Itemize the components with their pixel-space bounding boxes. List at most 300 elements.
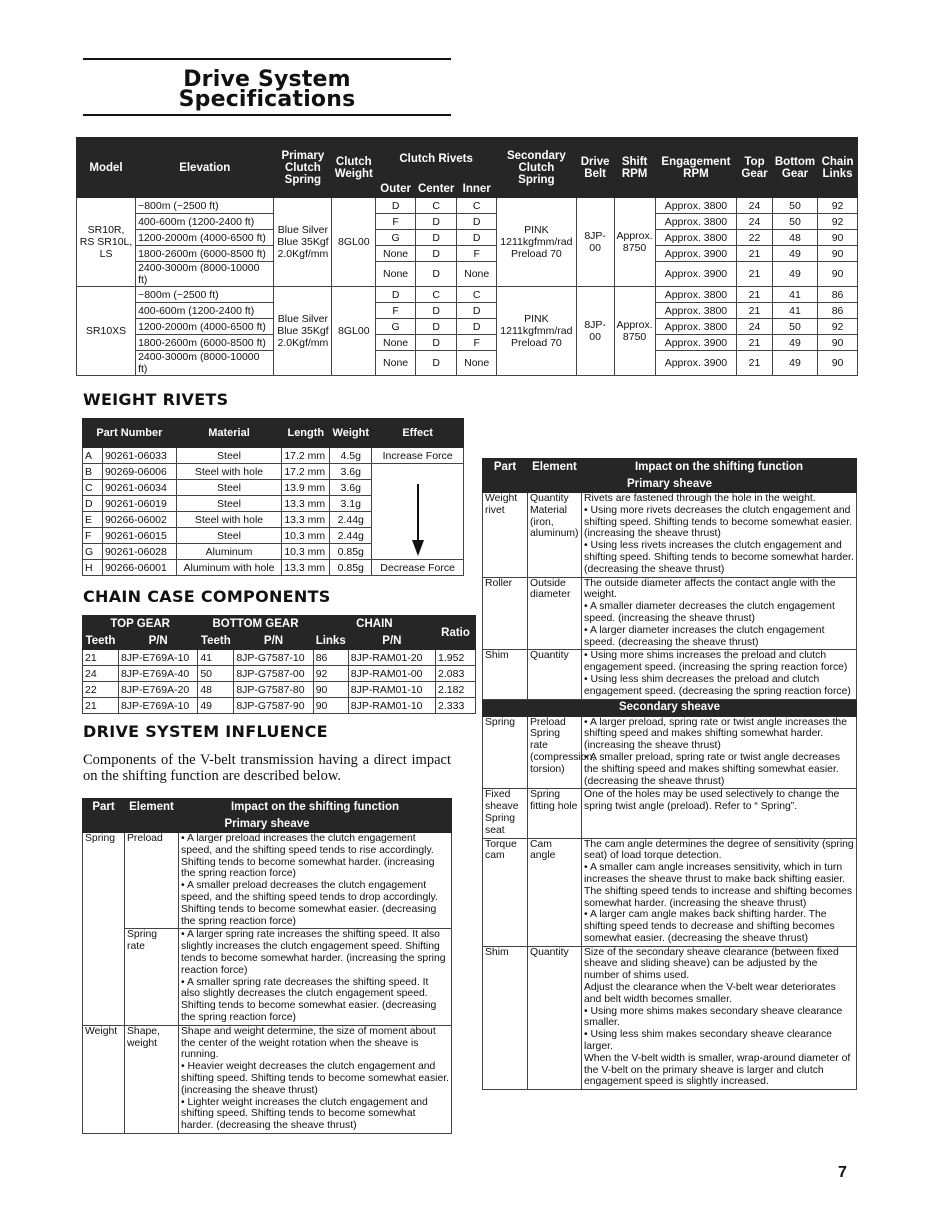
rivet-row [83,560,464,576]
spec-rivet-inner: None [457,351,497,376]
spec-rivet-outer: None [376,335,416,351]
spec-rivet-outer: D [376,198,416,214]
chain-row [83,650,476,666]
spec-rivet-outer: None [376,262,416,287]
spec-top-gear: 24 [737,319,773,335]
spec-bottom-gear: 41 [772,287,817,303]
spec-top-gear: 21 [737,351,773,376]
spec-elevation: 2400-3000m (8000-10000 ft) [136,351,274,376]
chain-case-table [82,615,476,714]
spec-engagement-rpm: Approx. 3900 [655,335,736,351]
rivet-part-number: 90261-06015 [102,528,176,544]
spec-rivet-center: D [415,246,456,262]
spec-elevation: 400-600m (1200-2400 ft) [136,214,274,230]
spec-drive-belt: 8JP-00 [576,198,614,287]
influence-impact-line: • A smaller diameter decreases the clutch engagement speed. (increasing the sheave thrust) [584,601,835,624]
influence-impact-line: The cam angle determines the degree of sensitivity (spring seat) of load torque detection. [584,838,854,862]
chain-header-top-teeth: Teeth [83,633,119,650]
rivet-part-number: 90261-06019 [102,496,176,512]
influence-row [483,789,857,838]
spec-model: SR10R, RS SR10L, LS [77,198,136,287]
spec-engagement-rpm: Approx. 3900 [655,246,736,262]
chain-pn: 8JP-RAM01-00 [348,666,435,682]
header-outer: Outer [376,180,416,198]
spec-rivet-inner: F [457,246,497,262]
spec-top-gear: 21 [737,246,773,262]
spec-rivet-outer: None [376,351,416,376]
rivet-header-effect: Effect [372,419,464,448]
rivet-id: E [83,512,103,528]
chain-links: 90 [313,682,348,698]
title-line-1: Drive System [183,67,351,92]
spec-bottom-gear: 50 [772,214,817,230]
influence-row [483,946,857,1090]
rivet-material: Steel [176,448,282,464]
chain-bottom-pn: 8JP-G7587-90 [234,698,313,714]
header-engagement-rpm: Engagement RPM [655,138,736,198]
rivet-id: C [83,480,103,496]
rivet-weight: 3.1g [330,496,372,512]
chain-top-teeth: 24 [83,666,119,682]
spec-rivet-outer: F [376,214,416,230]
spec-engagement-rpm: Approx. 3800 [655,287,736,303]
influence-impact [582,493,857,578]
chain-header-bottom-gear: BOTTOM GEAR [198,616,313,633]
influence-impact [582,577,857,650]
influence-impact-line: • A larger spring rate increases the shifting speed. It also slightly increases the clutch engagement speed. Shifting tends to become somewhat harder. (increasing the spring reaction force) [181,929,446,976]
spec-bottom-gear: 49 [772,351,817,376]
chain-pn: 8JP-RAM01-10 [348,698,435,714]
spec-shift-rpm: Approx. 8750 [614,287,655,376]
spec-row [77,319,858,335]
spec-top-gear: 22 [737,230,773,246]
spec-rivet-outer: F [376,303,416,319]
infl-right-header-part: Part [483,459,528,476]
influence-element: Preload [125,833,179,929]
chain-header-ratio: Ratio [436,616,476,650]
rivet-part-number: 90266-06001 [102,560,176,576]
spec-shift-rpm: Approx. 8750 [614,198,655,287]
spec-row [77,198,858,214]
influence-impact-line: • A larger preload, spring rate or twist angle increases the shifting speed and makes shifting somewhat harder. (increasing the sheave thrust) [584,716,847,752]
rivet-material: Steel [176,496,282,512]
rivet-material: Steel [176,480,282,496]
spec-elevation: 400-600m (1200-2400 ft) [136,303,274,319]
chain-links: 90 [313,698,348,714]
influence-impact-line: • Using less shim makes secondary sheave clearance larger. [584,1029,832,1053]
influence-row [483,493,857,578]
rivet-length: 13.9 mm [282,480,330,496]
influence-intro: Components of the V-belt transmission having a direct impact on the shifting function are described below. [83,752,451,784]
rivet-material: Aluminum with hole [176,560,282,576]
influence-part [83,929,125,1025]
chain-links: 86 [313,650,348,666]
influence-impact-line: • Lighter weight increases the clutch engagement and shifting speed. Shifting tends to become somewhat harder. (decreasing the sheave thrust) [181,1096,428,1132]
chain-case-heading: CHAIN CASE COMPONENTS [83,587,331,606]
chain-ratio: 2.333 [436,698,476,714]
influence-part: Weight [83,1025,125,1133]
spec-rivet-center: D [415,319,456,335]
spec-top-gear: 21 [737,262,773,287]
infl-left-header-part: Part [83,799,125,816]
spec-model: SR10XS [77,287,136,376]
spec-elevation: ~800m (~2500 ft) [136,198,274,214]
chain-header-top-gear: TOP GEAR [83,616,198,633]
chain-header-chain-pn: P/N [348,633,435,650]
spec-clutch-weight: 8GL00 [332,287,376,376]
spec-secondary-spring: PINK 1211kgfmm/rad Preload 70 [496,287,576,376]
infl-right-header-element: Element [528,459,582,476]
influence-right-primary-body [483,493,857,700]
influence-impact-line: When the V-belt width is smaller, wrap-around diameter of the V-belt on the primary sheave is larger and clutch engagement speed is slightly increased. [584,1052,851,1088]
rivet-effect-top: Increase Force [372,448,464,464]
rivet-header-weight: Weight [330,419,372,448]
influence-impact [582,789,857,838]
rivet-row [83,464,464,480]
chain-top-pn: 8JP-E769A-10 [118,650,197,666]
spec-bottom-gear: 50 [772,198,817,214]
header-clutch-rivets: Clutch Rivets [376,138,497,180]
influence-element: Cam angle [528,838,582,946]
influence-element: Quantity Material (iron, aluminum) [528,493,582,578]
chain-top-teeth: 21 [83,698,119,714]
chain-links: 92 [313,666,348,682]
influence-part: Shim [483,946,528,1090]
rivet-length: 17.2 mm [282,448,330,464]
influence-row [83,929,452,1025]
chain-pn: 8JP-RAM01-20 [348,650,435,666]
spec-rivet-center: D [415,214,456,230]
infl-left-primary-label: Primary sheave [83,816,452,833]
rivet-id: B [83,464,103,480]
influence-impact-line: • A smaller cam angle increases sensitivity, which in turn increases the sheave thrust to make back shifting easier. The shifting speed tends to increase and shifting becomes somewhat harder. (increasing the sheave thrust) [584,862,853,909]
spec-elevation: 1800-2600m (6000-8500 ft) [136,335,274,351]
spec-row [77,351,858,376]
influence-element: Spring rate [125,929,179,1025]
spec-engagement-rpm: Approx. 3800 [655,214,736,230]
influence-part: Shim [483,650,528,699]
influence-part: Torque cam [483,838,528,946]
spec-row [77,214,858,230]
chain-top-pn: 8JP-E769A-20 [118,682,197,698]
influence-impact-line: • Using less shim decreases the preload and clutch engagement speed. (decreasing the spring reaction force) [584,673,851,697]
header-secondary-spring: Secondary Clutch Spring [496,138,576,198]
spec-chain-links: 90 [818,351,858,376]
rivet-weight: 2.44g [330,512,372,528]
influence-impact-line: • A smaller preload, spring rate or twist angle decreases the shifting speed and makes shifting somewhat easier. (decreasing the sheave thrust) [584,751,841,787]
chain-ratio: 2.182 [436,682,476,698]
spec-rivet-inner: D [457,303,497,319]
spec-elevation: 1200-2000m (4000-6500 ft) [136,230,274,246]
spec-bottom-gear: 49 [772,335,817,351]
rivet-length: 13.3 mm [282,512,330,528]
rivet-weight: 0.85g [330,560,372,576]
rivet-length: 13.3 mm [282,496,330,512]
influence-impact [582,946,857,1090]
page-title [83,67,451,112]
spec-rivet-outer: D [376,287,416,303]
spec-top-gear: 21 [737,303,773,319]
rivet-id: A [83,448,103,464]
rivet-weight: 3.6g [330,480,372,496]
rivet-effect-arrow-cell [372,464,464,560]
spec-engagement-rpm: Approx. 3800 [655,198,736,214]
influence-heading: DRIVE SYSTEM INFLUENCE [83,722,328,741]
spec-engagement-rpm: Approx. 3800 [655,319,736,335]
spec-elevation: 1200-2000m (4000-6500 ft) [136,319,274,335]
influence-impact [582,838,857,946]
spec-primary-spring: Blue Silver Blue 35Kgf 2.0Kgf/mm [274,287,332,376]
rivet-material: Steel with hole [176,464,282,480]
influence-impact [582,650,857,699]
spec-rivet-center: D [415,351,456,376]
influence-impact-line: • Using more shims increases the preload and clutch engagement speed. (increasing the spring reaction force) [584,650,848,674]
chain-bottom-teeth: 50 [198,666,234,682]
rivet-length: 17.2 mm [282,464,330,480]
spec-chain-links: 92 [818,319,858,335]
spec-rivet-inner: D [457,230,497,246]
chain-top-teeth: 22 [83,682,119,698]
page-number: 7 [838,1164,847,1181]
spec-bottom-gear: 41 [772,303,817,319]
rivet-material: Aluminum [176,544,282,560]
rivet-length: 10.3 mm [282,544,330,560]
influence-row [483,650,857,699]
header-bottom-gear: Bottom Gear [772,138,817,198]
influence-right-secondary-body [483,716,857,1090]
infl-right-secondary-label: Secondary sheave [483,699,857,716]
infl-left-header-element: Element [125,799,179,816]
spec-rivet-center: D [415,335,456,351]
spec-rivet-inner: C [457,287,497,303]
chain-ratio: 1.952 [436,650,476,666]
spec-primary-spring: Blue Silver Blue 35Kgf 2.0Kgf/mm [274,198,332,287]
chain-row [83,698,476,714]
header-drive-belt: Drive Belt [576,138,614,198]
spec-rivet-inner: None [457,262,497,287]
influence-part: Fixed sheave Spring seat [483,789,528,838]
influence-impact [582,716,857,789]
chain-table-body [83,650,476,714]
spec-row [77,335,858,351]
rivet-weight: 0.85g [330,544,372,560]
weight-rivets-heading: WEIGHT RIVETS [83,390,229,409]
rivet-header-length: Length [282,419,330,448]
spec-chain-links: 86 [818,287,858,303]
influence-impact-line: • A larger preload increases the clutch engagement speed, and the shifting speed tends to rise accordingly. Shifting tends to become somewhat harder. (increasing the spring reaction force) [181,833,435,880]
influence-row [483,838,857,946]
arrow-line [417,484,419,544]
influence-part: Weight rivet [483,493,528,578]
spec-engagement-rpm: Approx. 3800 [655,230,736,246]
header-primary-spring: Primary Clutch Spring [274,138,332,198]
header-chain-links: Chain Links [818,138,858,198]
infl-right-header-impact: Impact on the shifting function [582,459,857,476]
influence-part: Spring [83,833,125,929]
influence-row [483,716,857,789]
chain-bottom-pn: 8JP-G7587-80 [234,682,313,698]
header-inner: Inner [457,180,497,198]
influence-element: Outside diameter [528,577,582,650]
rivet-header-material: Material [176,419,282,448]
spec-table-body [77,198,858,376]
rivet-material: Steel [176,528,282,544]
influence-impact-line: Adjust the clearance when the V-belt wear deteriorates and belt width becomes smaller. [584,982,836,1005]
rivet-material: Steel with hole [176,512,282,528]
rivet-part-number: 90266-06002 [102,512,176,528]
title-rule-top [83,58,451,60]
rivet-id: F [83,528,103,544]
spec-rivet-inner: D [457,214,497,230]
header-top-gear: Top Gear [737,138,773,198]
spec-row [77,287,858,303]
spec-chain-links: 90 [818,262,858,287]
chain-header-chain: CHAIN [313,616,435,633]
spec-engagement-rpm: Approx. 3900 [655,262,736,287]
rivet-part-number: 90261-06028 [102,544,176,560]
chain-row [83,666,476,682]
influence-impact-line: The outside diameter affects the contact angle with the weight. [584,577,836,601]
rivet-id: G [83,544,103,560]
header-model: Model [77,138,136,198]
chain-header-bottom-pn: P/N [234,633,313,650]
header-shift-rpm: Shift RPM [614,138,655,198]
infl-right-primary-label: Primary sheave [483,476,857,493]
header-elevation: Elevation [136,138,274,198]
rivet-part-number: 90261-06033 [102,448,176,464]
spec-rivet-center: C [415,198,456,214]
spec-rivet-center: C [415,287,456,303]
spec-engagement-rpm: Approx. 3900 [655,351,736,376]
influence-impact-line: Size of the secondary sheave clearance (between fixed sheave and sliding sheave) can be adjusted by the number of shims used. [584,946,839,982]
infl-left-header-impact: Impact on the shifting function [179,799,452,816]
spec-bottom-gear: 49 [772,262,817,287]
chain-header-bottom-teeth: Teeth [198,633,234,650]
title-line-2: Specifications [178,87,356,112]
spec-rivet-center: D [415,262,456,287]
spec-row [77,303,858,319]
spec-rivet-center: D [415,303,456,319]
spec-top-gear: 24 [737,214,773,230]
down-arrow-icon [412,540,424,556]
influence-row [483,577,857,650]
rivet-part-number: 90261-06034 [102,480,176,496]
spec-top-gear: 21 [737,287,773,303]
chain-header-top-pn: P/N [118,633,197,650]
influence-row [83,1025,452,1133]
influence-element: Shape, weight [125,1025,179,1133]
spec-chain-links: 90 [818,335,858,351]
influence-right-secondary-header [483,699,857,716]
spec-bottom-gear: 48 [772,230,817,246]
rivet-id: H [83,560,103,576]
header-clutch-weight: Clutch Weight [332,138,376,198]
influence-impact-line: • Using more shims makes secondary sheave clearance smaller. [584,1005,843,1029]
spec-bottom-gear: 49 [772,246,817,262]
influence-impact-line: • A larger diameter increases the clutch engagement speed. (decreasing the sheave thrust) [584,624,825,648]
chain-bottom-pn: 8JP-G7587-00 [234,666,313,682]
spec-row [77,246,858,262]
chain-row [83,682,476,698]
spec-row [77,262,858,287]
spec-elevation: 2400-3000m (8000-10000 ft) [136,262,274,287]
chain-bottom-teeth: 41 [198,650,234,666]
weight-rivets-table [82,418,464,576]
influence-impact [179,1025,452,1133]
rivet-length: 10.3 mm [282,528,330,544]
spec-chain-links: 92 [818,198,858,214]
influence-element: Spring fitting hole [528,789,582,838]
influence-impact-line: • A larger cam angle makes back shifting harder. The shifting speed tends to decrease and shifting becomes somewhat easier. (decreasing the sheave thrust) [584,909,835,944]
influence-table-right [482,458,857,1090]
spec-rivet-center: D [415,230,456,246]
rivet-id: D [83,496,103,512]
spec-drive-belt: 8JP-00 [576,287,614,376]
influence-impact-line: Shape and weight determine, the size of moment about the center of the weight rotation when the sheave is running. [181,1025,436,1061]
chain-bottom-teeth: 49 [198,698,234,714]
rivet-effect-bottom: Decrease Force [372,560,464,576]
spec-chain-links: 90 [818,246,858,262]
header-center: Center [415,180,456,198]
influence-impact-line: One of the holes may be used selectively to change the spring twist angle (preload). Refer to “ Spring”. [584,789,840,813]
influence-row [83,833,452,929]
spec-clutch-weight: 8GL00 [332,198,376,287]
spec-rivet-outer: G [376,230,416,246]
influence-part: Roller [483,577,528,650]
spec-chain-links: 92 [818,214,858,230]
chain-top-pn: 8JP-E769A-10 [118,698,197,714]
influence-impact-line: • Using more rivets decreases the clutch engagement and shifting speed. Shifting tends to become somewhat easier. (increasing the sheave thrust) [584,504,853,540]
spec-rivet-inner: D [457,319,497,335]
title-rule-bottom [83,114,451,116]
spec-engagement-rpm: Approx. 3800 [655,303,736,319]
rivet-weight: 4.5g [330,448,372,464]
influence-impact-line: • Using less rivets increases the clutch engagement and shifting speed. Shifting tends to become somewhat harder. (decreasing the sheave thrust) [584,540,854,575]
chain-top-pn: 8JP-E769A-40 [118,666,197,682]
rivet-header-part-number: Part Number [83,419,177,448]
influence-left-body [83,833,452,1134]
spec-chain-links: 86 [818,303,858,319]
spec-chain-links: 90 [818,230,858,246]
influence-impact [179,833,452,929]
spec-top-gear: 21 [737,335,773,351]
influence-impact [179,929,452,1025]
spec-secondary-spring: PINK 1211kgfmm/rad Preload 70 [496,198,576,287]
influence-impact-line: • Heavier weight decreases the clutch engagement and shifting speed. Shifting tends to become somewhat easier. (increasing the sheave thrust) [181,1061,450,1096]
spec-row [77,230,858,246]
rivet-weight: 3.6g [330,464,372,480]
spec-rivet-outer: None [376,246,416,262]
rivet-part-number: 90269-06006 [102,464,176,480]
spec-rivet-inner: C [457,198,497,214]
influence-element: Quantity [528,946,582,1090]
chain-top-teeth: 21 [83,650,119,666]
rivet-weight: 2.44g [330,528,372,544]
influence-impact-line: • A smaller spring rate decreases the shifting speed. It also slightly decreases the clutch engagement speed. Shifting tends to become somewhat easier. (decreasing the spring reaction force) [181,976,437,1023]
spec-top-gear: 24 [737,198,773,214]
influence-element: Preload Spring rate (compression, torsion) [528,716,582,789]
influence-element: Quantity [528,650,582,699]
influence-table-left [82,798,452,1134]
rivet-table-body [83,448,464,576]
spec-rivet-inner: F [457,335,497,351]
chain-pn: 8JP-RAM01-10 [348,682,435,698]
chain-bottom-pn: 8JP-G7587-10 [234,650,313,666]
spec-elevation: ~800m (~2500 ft) [136,287,274,303]
chain-header-links: Links [313,633,348,650]
rivet-length: 13.3 mm [282,560,330,576]
rivet-row [83,448,464,464]
